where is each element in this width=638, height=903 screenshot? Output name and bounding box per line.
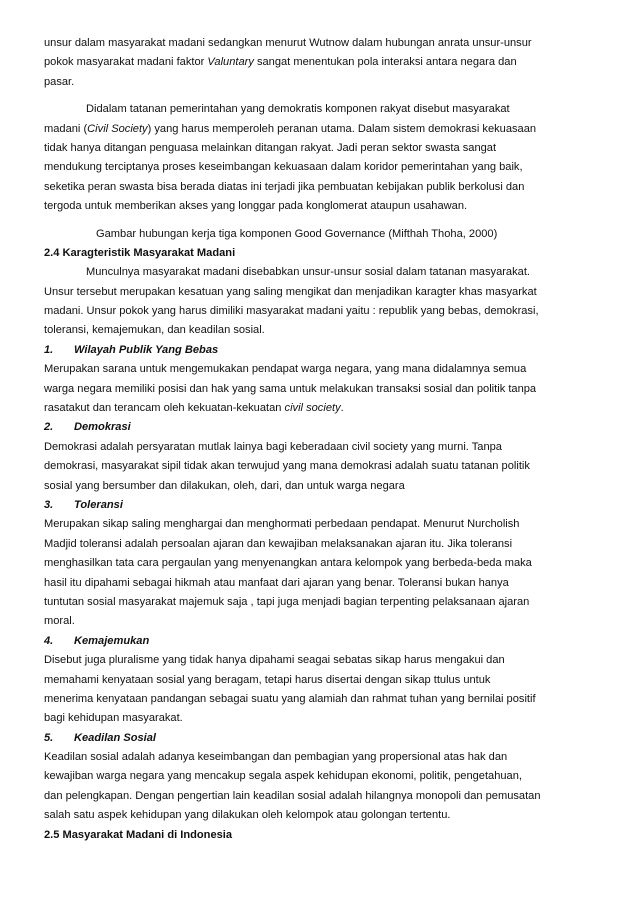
italic-term: civil society [284,402,341,415]
text-line: demokrasi, masyarakat sipil tidak akan terwujud yang mana demokrasi adalah suatu tatanan politik [44,460,530,473]
list-item [44,632,600,729]
item-number: 5. [44,731,54,744]
list-item [44,418,600,496]
text-line: mendukung terciptanya proses keseimbangan kekuasaan dalam koridor pemerintahan yang baik, [44,161,523,174]
text-line: menghasilkan tata cara pergaulan yang menyenangkan antara kelompok yang berbeda-beda maka [44,557,532,570]
item-title: Demokrasi [74,421,131,434]
figure-caption: Gambar hubungan kerja tiga komponen Good Governance (Mifthah Thoha, 2000) [96,227,498,240]
text-line: Unsur tersebut merupakan kesatuan yang saling mengikat dan menjadikan karagter khas masyarkat [44,285,537,298]
document-page [44,34,600,845]
text-span: madani ( [44,122,88,135]
text-line: moral. [44,615,75,628]
text-line [44,53,600,72]
text-line [44,399,600,418]
text-line: kewajiban warga negara yang mencakup segala aspek kehidupan ekonomi, politik, pengetahuan, [44,770,522,783]
text-line: pasar. [44,75,75,88]
section-2-4-intro [44,263,600,341]
list-item-heading [44,341,600,360]
text-span: pokok masyarakat madani faktor [44,56,208,69]
item-number: 3. [44,498,54,511]
text-line: Didalam tatanan pemerintahan yang demokratis komponen rakyat disebut masyarakat [86,103,510,116]
section-heading-2-5: 2.5 Masyarakat Madani di Indonesia [44,828,233,841]
paragraph-2 [44,100,600,216]
list-item [44,729,600,826]
text-line: tidak hanya ditangan penguasa melainkan ditangan rakyat. Jadi peran sektor swasta sangat [44,141,497,154]
list-item-heading [44,729,600,748]
text-line: dan pelengkapan. Dengan pengertian lain keadilan sosial adalah hilangnya monopoli dan pemusatan [44,789,541,802]
italic-term: Civil Society [87,122,148,135]
text-line: Keadilan sosial adalah adanya keseimbangan dan pembagian yang propersional atas hak dan [44,751,508,764]
list-item [44,496,600,632]
text-line: toleransi, kemajemukan, dan keadilan sosial. [44,324,265,337]
text-line: Merupakan sarana untuk mengemukakan pendapat warga negara, yang mana didalamnya semua [44,363,527,376]
text-line: Munculnya masyarakat madani disebabkan unsur-unsur sosial dalam tatanan masyarakat. [86,266,530,279]
list-item [44,341,600,419]
paragraph-1 [44,34,600,92]
text-line: salah satu aspek kehidupan yang dilakukan oleh kelompok atau golongan tertentu. [44,809,451,822]
text-line: Disebut juga pluralisme yang tidak hanya dipahami seagai sebatas sikap harus mengakui dan [44,654,505,667]
item-title: Kemajemukan [74,634,150,647]
item-title: Keadilan Sosial [74,731,157,744]
text-span: . [340,402,344,415]
text-line: sosial yang bersumber dan dilakukan, oleh, dari, dan untuk warga negara [44,479,405,492]
text-span: rasatakut dan terancam oleh kekuatan-kekuatan [44,402,285,415]
item-number: 4. [44,634,54,647]
text-line: tuntutan sosial masyarakat majemuk saja , tapi juga menjadi bagian terpenting pelaksanaan ajaran [44,595,530,608]
text-line: Madjid toleransi adalah persoalan ajaran dan kewajiban melaksanakan ajaran itu. Jika toleransi [44,537,513,550]
text-line: Demokrasi adalah persyaratan mutlak lainya bagi keberadaan civil society yang murni. Tanpa [44,440,502,453]
list-item-heading [44,632,600,651]
text-line: madani. Unsur pokok yang harus dimiliki masyarakat madani yaitu : republik yang bebas, demokrasi, [44,305,539,318]
text-line: menerima kenyataan pandangan sebagai suatu yang alamiah dan rahmat tuhan yang bernilai positif [44,692,536,705]
text-span: ) yang harus memperoleh peranan utama. Dalam sistem demokrasi kekuasaan [147,122,537,135]
text-line: hasil itu dipahami sebagai hikmah atau manfaat dari ajaran yang benar. Toleransi bukan hanya [44,576,509,589]
text-span: sangat menentukan pola interaksi antara negara dan [253,56,517,69]
item-title: Wilayah Publik Yang Bebas [74,343,219,356]
section-heading-2-4: 2.4 Karagteristik Masyarakat Madani [44,246,236,259]
text-line: unsur dalam masyarakat madani sedangkan menurut Wutnow dalam hubungan anrata unsur-unsur [44,37,532,49]
item-number: 2. [44,421,54,434]
item-title: Toleransi [74,498,123,511]
italic-term: Valuntary [207,56,254,69]
text-line: Merupakan sikap saling menghargai dan menghormati perbedaan pendapat. Menurut Nurcholish [44,518,520,531]
text-line: warga negara memiliki posisi dan hak yang sama untuk melakukan transaksi sosial dan politik tanpa [44,382,537,395]
list-item-heading [44,418,600,437]
text-line: tergoda untuk memberikan akses yang longgar pada konglomerat ataupun usahawan. [44,200,468,213]
item-number: 1. [44,343,54,356]
text-line: memahami kenyataan sosial yang beragam, tetapi harus disertai dengan sikap ttulus untuk [44,673,491,686]
text-line: seketika peran swasta bisa berada diatas ini terjadi jika pembuatan kebijakan publik berkolusi dan [44,180,525,193]
list-item-heading [44,496,600,515]
text-line [44,120,600,139]
text-line: bagi kehidupan masyarakat. [44,712,183,725]
